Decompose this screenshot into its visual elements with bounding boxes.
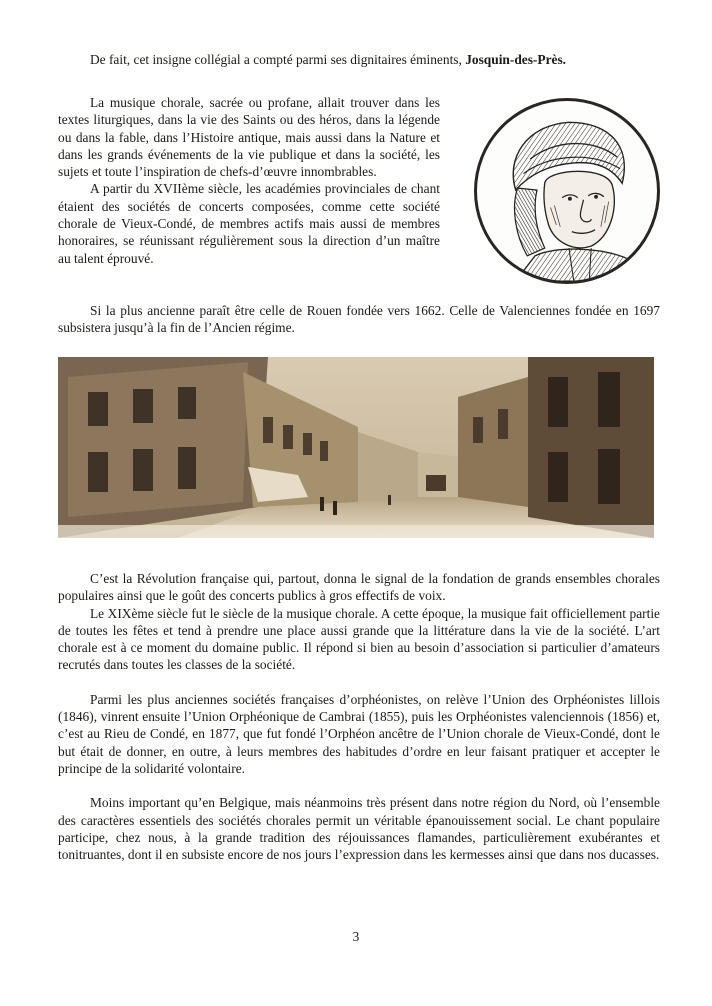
portrait-drawing — [477, 101, 657, 281]
paragraph-rouen: Si la plus ancienne paraît être celle de Rouen fondée vers 1662. Celle de Valenciennes fondée en 1697 subsistera jusqu’à la fin de l’Ancien régime. — [58, 303, 660, 336]
spacer — [58, 674, 660, 691]
street-scene — [58, 357, 654, 538]
paragraph-orpheonistes: Parmi les plus anciennes sociétés françaises d’orphéonistes, on relève l’Union des Orphéonistes lillois (1846), vinrent ensuite l’Union Orphéonique de Cambrai (1855), puis les Orphéonistes valenciennois (1856) et, c’est au Rieu de Condé, en 1877, que fut fondé l’Orphéon ancêtre de l’Union chorale de Vieux-Condé, dont le but était de donner, en outre, à leurs membres des habitudes d’ordre en leur faisant pratiquer et accepter le principe de la solidarité volontaire. — [58, 691, 660, 776]
page-number: 3 — [352, 929, 360, 944]
street-photograph — [58, 357, 654, 538]
paragraph-revolution: C’est la Révolution française qui, partout, donna le signal de la fondation de grands ensembles chorales populaires ainsi que le goût des concerts publics à gros effectifs de voix. — [58, 571, 660, 604]
paragraph-choral-music: La musique chorale, sacrée ou profane, allait trouver dans les textes liturgiques, dans la vie des Saints ou des héros, dans la légende ou dans la fable, dans l’Histoire antique, mais aussi dans la Nature et dans les grands événements de la vie publique et dans la société, les sujets et toute l’inspiration de chefs-d’œuvre innombrables. — [58, 95, 440, 180]
paragraph-academies: A partir du XVIIème siècle, les académies provinciales de chant étaient des sociétés de concerts composées, comme cette société chorale de Vieux-Condé, de membres actifs mais aussi de membres honoraires, se réunissant régulièrement sous la direction d’un maître au talent éprouvé. — [58, 181, 440, 266]
paragraph-belgique: Moins important qu’en Belgique, mais néanmoins très présent dans notre région du Nord, où l’ensemble des caractères essentiels des sociétés chorales permit un véritable épanouissement social. Le chant populaire participe, chez nous, à la grande tradition des réjouissances flamandes, particulièrement exubérantes et tonitruantes, dont il en subsiste encore de nos jours l’expression dans les kermesses ainsi que dans nos ducasses. — [58, 795, 660, 863]
intro-column — [58, 94, 440, 267]
intro-line — [58, 51, 658, 68]
josquin-name: Josquin-des-Près. — [465, 52, 567, 67]
intro-text: De fait, cet insigne collégial a compté parmi ses dignitaires éminents, — [90, 52, 466, 67]
josquin-portrait-engraving — [474, 98, 660, 284]
spacer — [58, 777, 660, 794]
paragraph-nineteenth-century: Le XIXème siècle fut le siècle de la musique chorale. A cette époque, la musique fait officiellement partie de toutes les fêtes et tend à prendre une place aussi grande que la littérature dans la vie de la société. L’art chorale est à ce moment du domaine public. Il répond si bien au besoin d’association si particulier d’amateurs recrutés dans toutes les classes de la société. — [58, 605, 660, 673]
lower-text — [58, 570, 660, 863]
